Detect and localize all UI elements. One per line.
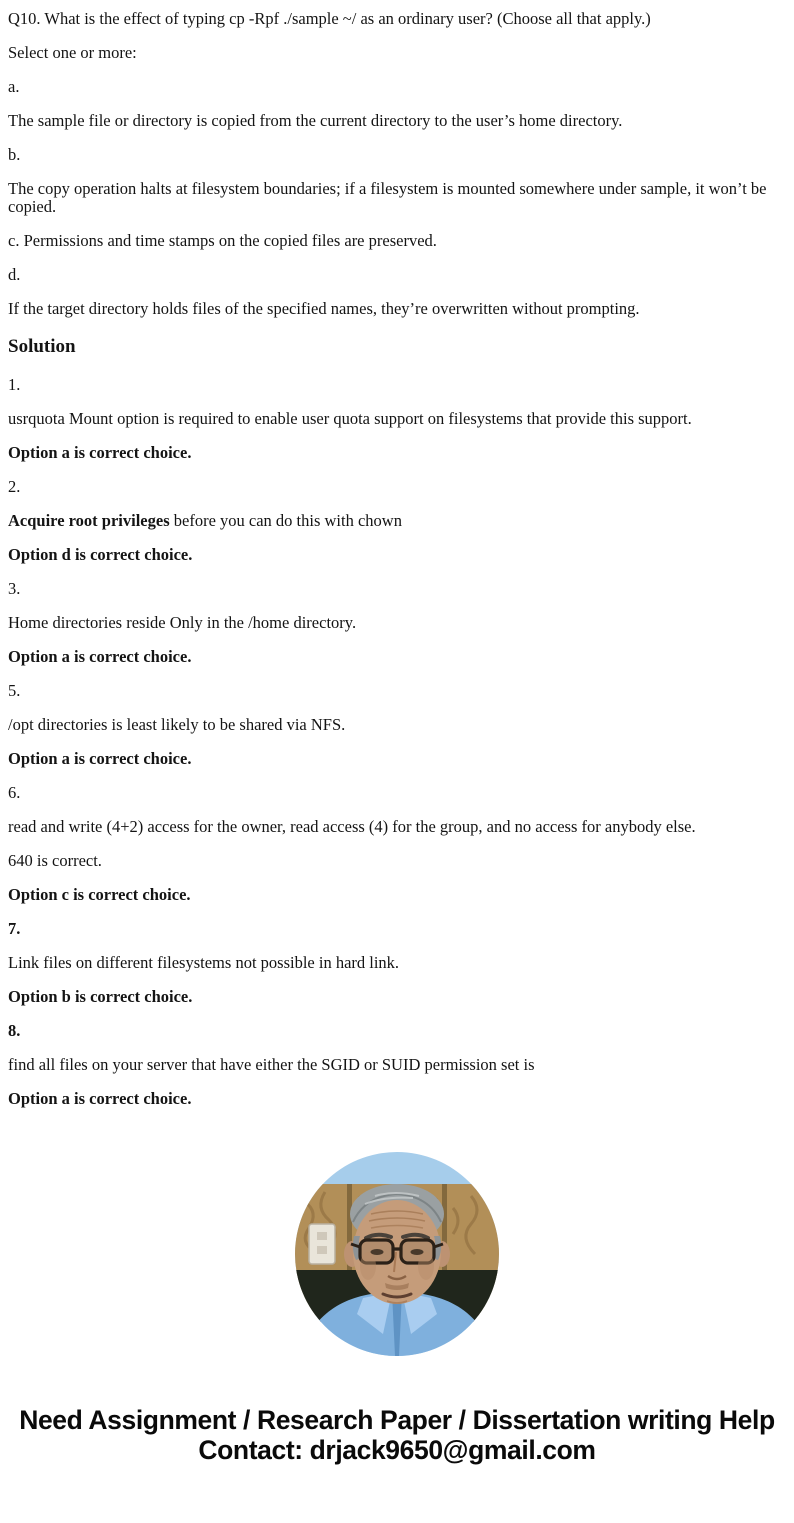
solution-item-verdict: Option a is correct choice. <box>8 1089 192 1108</box>
solution-item-number: 2. <box>8 477 21 496</box>
solution-item-number: 6. <box>8 783 21 802</box>
solution-item-number: 7. <box>8 919 21 938</box>
solution-item-verdict: Option a is correct choice. <box>8 647 192 666</box>
option-b-text: The copy operation halts at filesystem boundaries; if a filesystem is mounted somewhere under sample, it won’t be copied. <box>8 179 767 216</box>
tutor-avatar <box>8 1152 786 1356</box>
question-prompt: Q10. What is the effect of typing cp -Rpf ./sample ~/ as an ordinary user? (Choose all that apply.) <box>8 9 651 28</box>
solution-item-explanation: Home directories reside Only in the /home directory. <box>8 613 357 632</box>
option-a-letter: a. <box>8 77 20 96</box>
solution-item-explanation-rest: before you can do this with chown <box>169 511 402 530</box>
solution-item-explanation: read and write (4+2) access for the owner, read access (4) for the group, and no access for anybody else. <box>8 817 696 836</box>
solution-heading: Solution <box>8 336 76 357</box>
solution-item-explanation <box>8 512 786 530</box>
solution-item-explanation: find all files on your server that have either the SGID or SUID permission set is <box>8 1055 535 1074</box>
solution-item-explanation: Link files on different filesystems not possible in hard link. <box>8 953 400 972</box>
solution-item-verdict: Option a is correct choice. <box>8 749 192 768</box>
footer-contact-email: Contact: drjack9650@gmail.com <box>198 1435 596 1465</box>
solution-item-number: 1. <box>8 375 21 394</box>
option-b-letter: b. <box>8 145 21 164</box>
option-c-text: c. Permissions and time stamps on the copied files are preserved. <box>8 231 437 250</box>
footer-heading: Need Assignment / Research Paper / Dissertation writing Help <box>19 1405 775 1435</box>
solution-item-number: 5. <box>8 681 21 700</box>
select-instruction: Select one or more: <box>8 43 137 62</box>
tutor-headshot-photo-icon <box>295 1152 499 1356</box>
solution-item-verdict: Option c is correct choice. <box>8 885 191 904</box>
solution-item-note: 640 is correct. <box>8 851 102 870</box>
solution-item-number: 3. <box>8 579 21 598</box>
solution-item-number: 8. <box>8 1021 21 1040</box>
footer-banner <box>11 1405 783 1465</box>
option-d-letter: d. <box>8 265 21 284</box>
solution-item-verdict: Option d is correct choice. <box>8 545 193 564</box>
option-a-text: The sample file or directory is copied from the current directory to the user’s home directory. <box>8 111 623 130</box>
solution-item-verdict: Option b is correct choice. <box>8 987 193 1006</box>
option-d-text: If the target directory holds files of the specified names, they’re overwritten without prompting. <box>8 299 640 318</box>
solution-item-explanation: /opt directories is least likely to be shared via NFS. <box>8 715 346 734</box>
solution-item-explanation: usrquota Mount option is required to enable user quota support on filesystems that provide this support. <box>8 409 692 428</box>
solution-item-explanation-bold: Acquire root privileges <box>8 511 170 530</box>
solution-item-verdict: Option a is correct choice. <box>8 443 192 462</box>
